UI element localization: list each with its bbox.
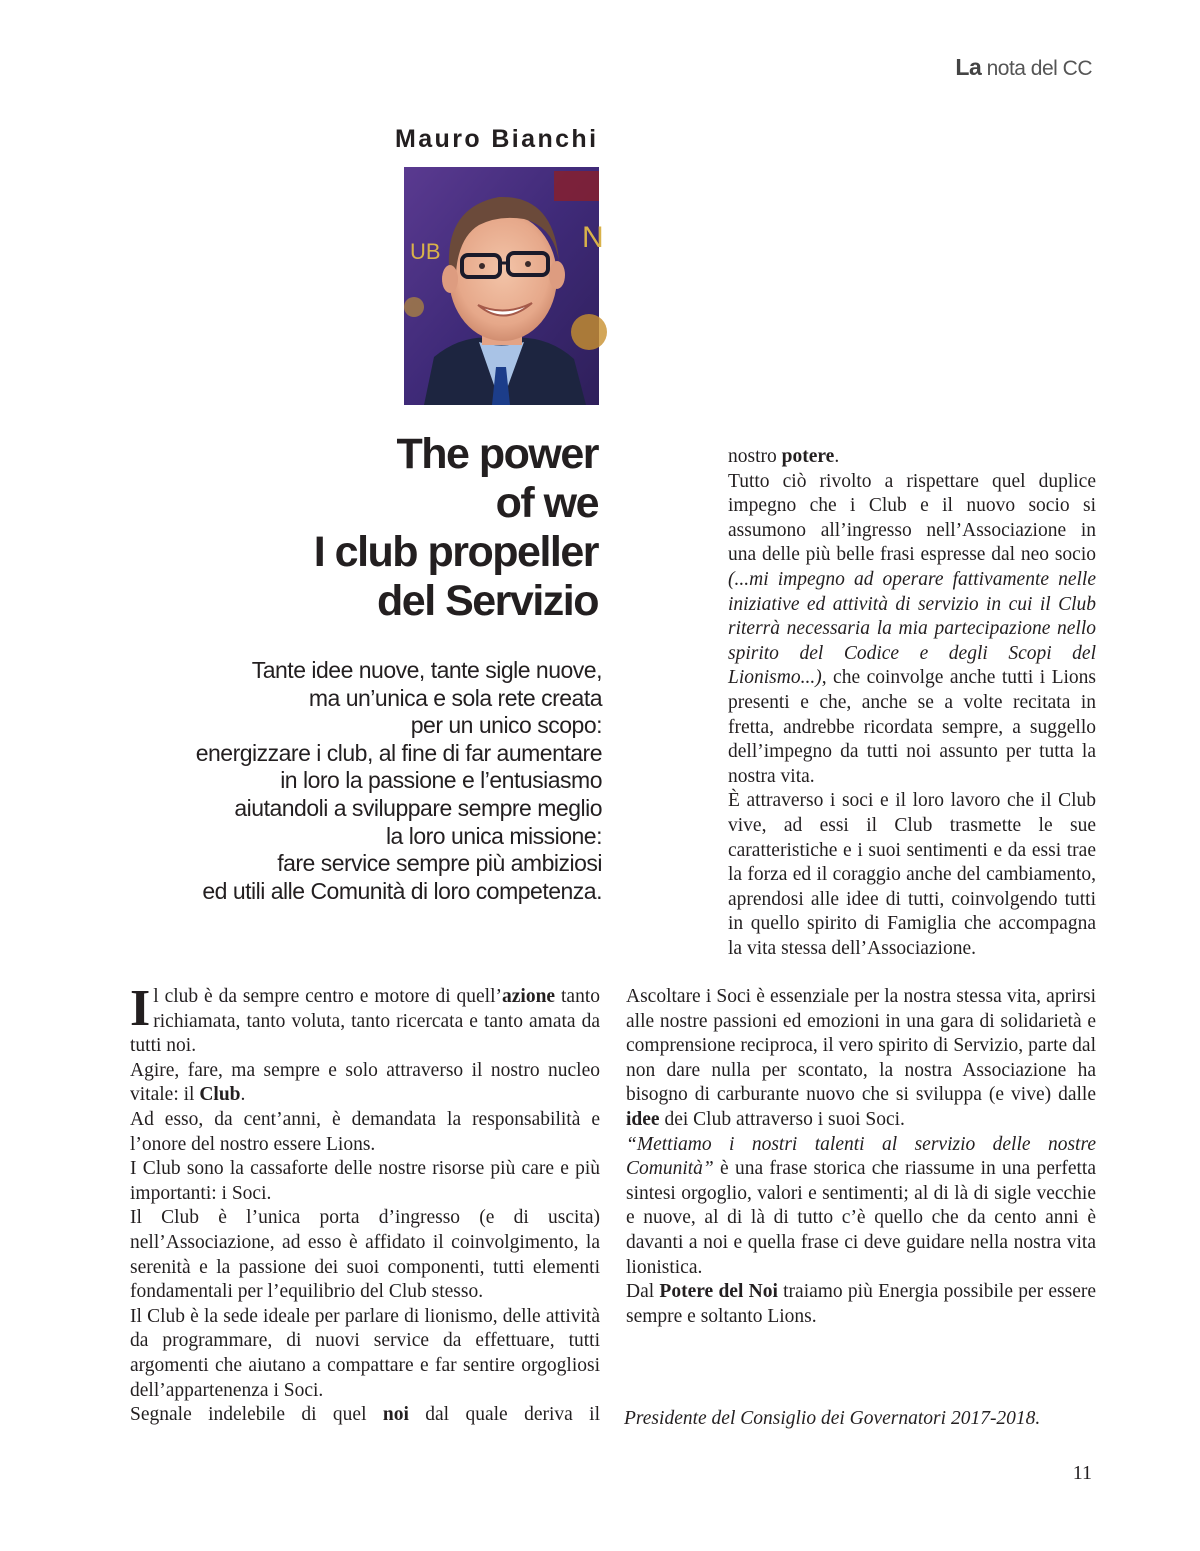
section-label-rest: nota del CC — [981, 57, 1092, 80]
section-label-first: La — [955, 54, 982, 80]
bold-run: potere — [781, 446, 835, 467]
body-paragraph — [728, 445, 1096, 470]
bold-run: Club — [199, 1084, 241, 1106]
text-run: dei Club attraverso i suoi Soci. — [659, 1108, 905, 1130]
body-paragraph: È attraverso i soci e il loro lavoro che il Club vive, ad essi il Club trasmette le sue caratteristiche e i suoi sentimenti e da essi trae la forza ed il coraggio anche del cambiamento, aprendosi alle idee di tutti, coinvolgendo tutti in quello spirito di Famiglia che accompagna la vita stessa dell’Associazione. — [728, 790, 1096, 959]
text-run: . — [240, 1084, 246, 1106]
text-run: nostro — [728, 446, 782, 467]
text-run: è una frase storica che riassume in una perfetta sintesi orgoglio, valori e sentimenti; al di là di sigle vecchie e nuove, al di là di tutto c’è quello che da cento anni è davanti a noi e quella frase ci deve guidare nella nostra vita lionistica. — [626, 1158, 1096, 1278]
text-run: Tutto ciò rivolto a rispettare quel duplice impegno che i Club e il nuovo socio si assumono all’ingresso nell’Associazione in una delle più belle frasi espresse dal neo socio — [728, 470, 1096, 566]
body-paragraph — [626, 1133, 1096, 1281]
section-label — [955, 54, 1092, 81]
title-line: The power — [396, 430, 598, 478]
text-run: . — [834, 446, 840, 467]
subtitle-line: energizzare i club, al fine di far aumentare — [195, 739, 602, 766]
text-run: Ascoltare i Soci è essenziale per la nostra stessa vita, aprirsi alle nostre passioni ed emozioni in una gara di solidarietà e comprensione reciproca, il vero spirito di Servizio, parte dal non dare nulla per scontato, la nostra Associazione ha bisogno di carburante nuovo che si sviluppa (e vive) dalle — [626, 986, 1096, 1106]
subtitle-line: ma un’unica e sola rete creata — [308, 684, 602, 711]
page-number: 11 — [1072, 1462, 1092, 1484]
text-run: , che coinvolge anche tutti i Lions presenti e che, anche se a volte recitata in fretta, andrebbe ricordata sempre, a suggello dell’impegno da tutti noi assunto per tutta la nostra vita. — [728, 667, 1096, 787]
author-name: Mauro Bianchi — [395, 125, 599, 153]
svg-text:N: N — [582, 221, 604, 254]
bold-run: idee — [626, 1108, 660, 1130]
subtitle-line: Tante idee nuove, tante sigle nuove, — [251, 657, 602, 683]
text-run: Dal — [626, 1281, 660, 1303]
body-paragraph: Il Club è l’unica porta d’ingresso (e di uscita) nell’Associazione, ad esso è affidato il coinvolgimento, la serenità e la passione dei suoi componenti, tutti elementi fondamentali per l’equilibrio del Club stesso. — [130, 1207, 600, 1303]
subtitle-line: per un unico scopo: — [410, 712, 602, 739]
author-photo — [404, 167, 604, 405]
svg-text:UB: UB — [410, 239, 441, 264]
body-paragraph — [130, 1403, 600, 1428]
drop-cap: I — [130, 980, 151, 1037]
body-paragraph — [130, 1059, 600, 1108]
author-signature: Presidente del Consiglio dei Governatori 2017-2018. — [624, 1408, 1041, 1429]
bold-run: Potere del Noi — [659, 1281, 778, 1303]
title-line: del Servizio — [377, 577, 598, 625]
body-paragraph — [626, 1280, 1096, 1329]
text-run: tanto richiamata, tanto voluta, tanto ricercata e tanto amata da tutti noi. — [130, 986, 600, 1057]
body-paragraph — [130, 980, 600, 1059]
subtitle-line: ed utili alle Comunità di loro competenza. — [202, 877, 602, 904]
article-title — [138, 430, 598, 626]
italic-run: (...mi impegno ad operare fattivamente nelle iniziative ed attività di servizio in cui il Club riterrà necessaria la mia partecipazione nello spirito del Codice e degli Scopi del Lionismo...) — [728, 568, 1096, 689]
text-run: Segnale indelebile di quel — [130, 1404, 383, 1426]
body-paragraph — [626, 985, 1096, 1133]
body-paragraph: Il Club è la sede ideale per parlare di lionismo, delle attività da programmare, di nuovi service da effettuare, tutti argomenti che aiutano a compattare e far sentire orgogliosi dell’appartenenza i Soci. — [130, 1305, 600, 1401]
italic-run: “Mettiamo i nostri talenti al servizio delle nostre Comunità” — [626, 1133, 1096, 1180]
subtitle-line: aiutandoli a sviluppare sempre meglio — [234, 794, 602, 821]
body-paragraph: Ad esso, da cent’anni, è demandata la responsabilità e l’onore del nostro essere Lions. — [130, 1108, 600, 1155]
title-line: I club propeller — [313, 528, 598, 576]
bold-run: azione — [502, 986, 556, 1007]
body-paragraph: I Club sono la cassaforte delle nostre risorse più care e più importanti: i Soci. — [130, 1158, 600, 1204]
title-line: of we — [495, 479, 598, 527]
subtitle-line: fare service sempre più ambiziosi — [277, 850, 602, 877]
body-column-right-top — [728, 445, 1096, 961]
text-run: l club è da sempre centro e motore di quell’ — [153, 986, 503, 1007]
body-column-right-bottom — [626, 985, 1096, 1329]
text-run: dal quale deriva il — [408, 1404, 601, 1426]
subtitle-line: in loro la passione e l’entusiasmo — [280, 767, 602, 794]
bold-run: noi — [382, 1404, 409, 1426]
body-column-left — [130, 980, 601, 1428]
text-run: Agire, fare, ma sempre e solo attraverso il nostro nucleo vitale: il — [130, 1059, 600, 1106]
body-paragraph — [728, 470, 1096, 790]
subtitle-line: la loro unica missione: — [385, 822, 602, 849]
article-subtitle — [122, 657, 602, 905]
text-run: traiamo più Energia possibile per essere sempre e soltanto Lions. — [626, 1281, 1097, 1327]
